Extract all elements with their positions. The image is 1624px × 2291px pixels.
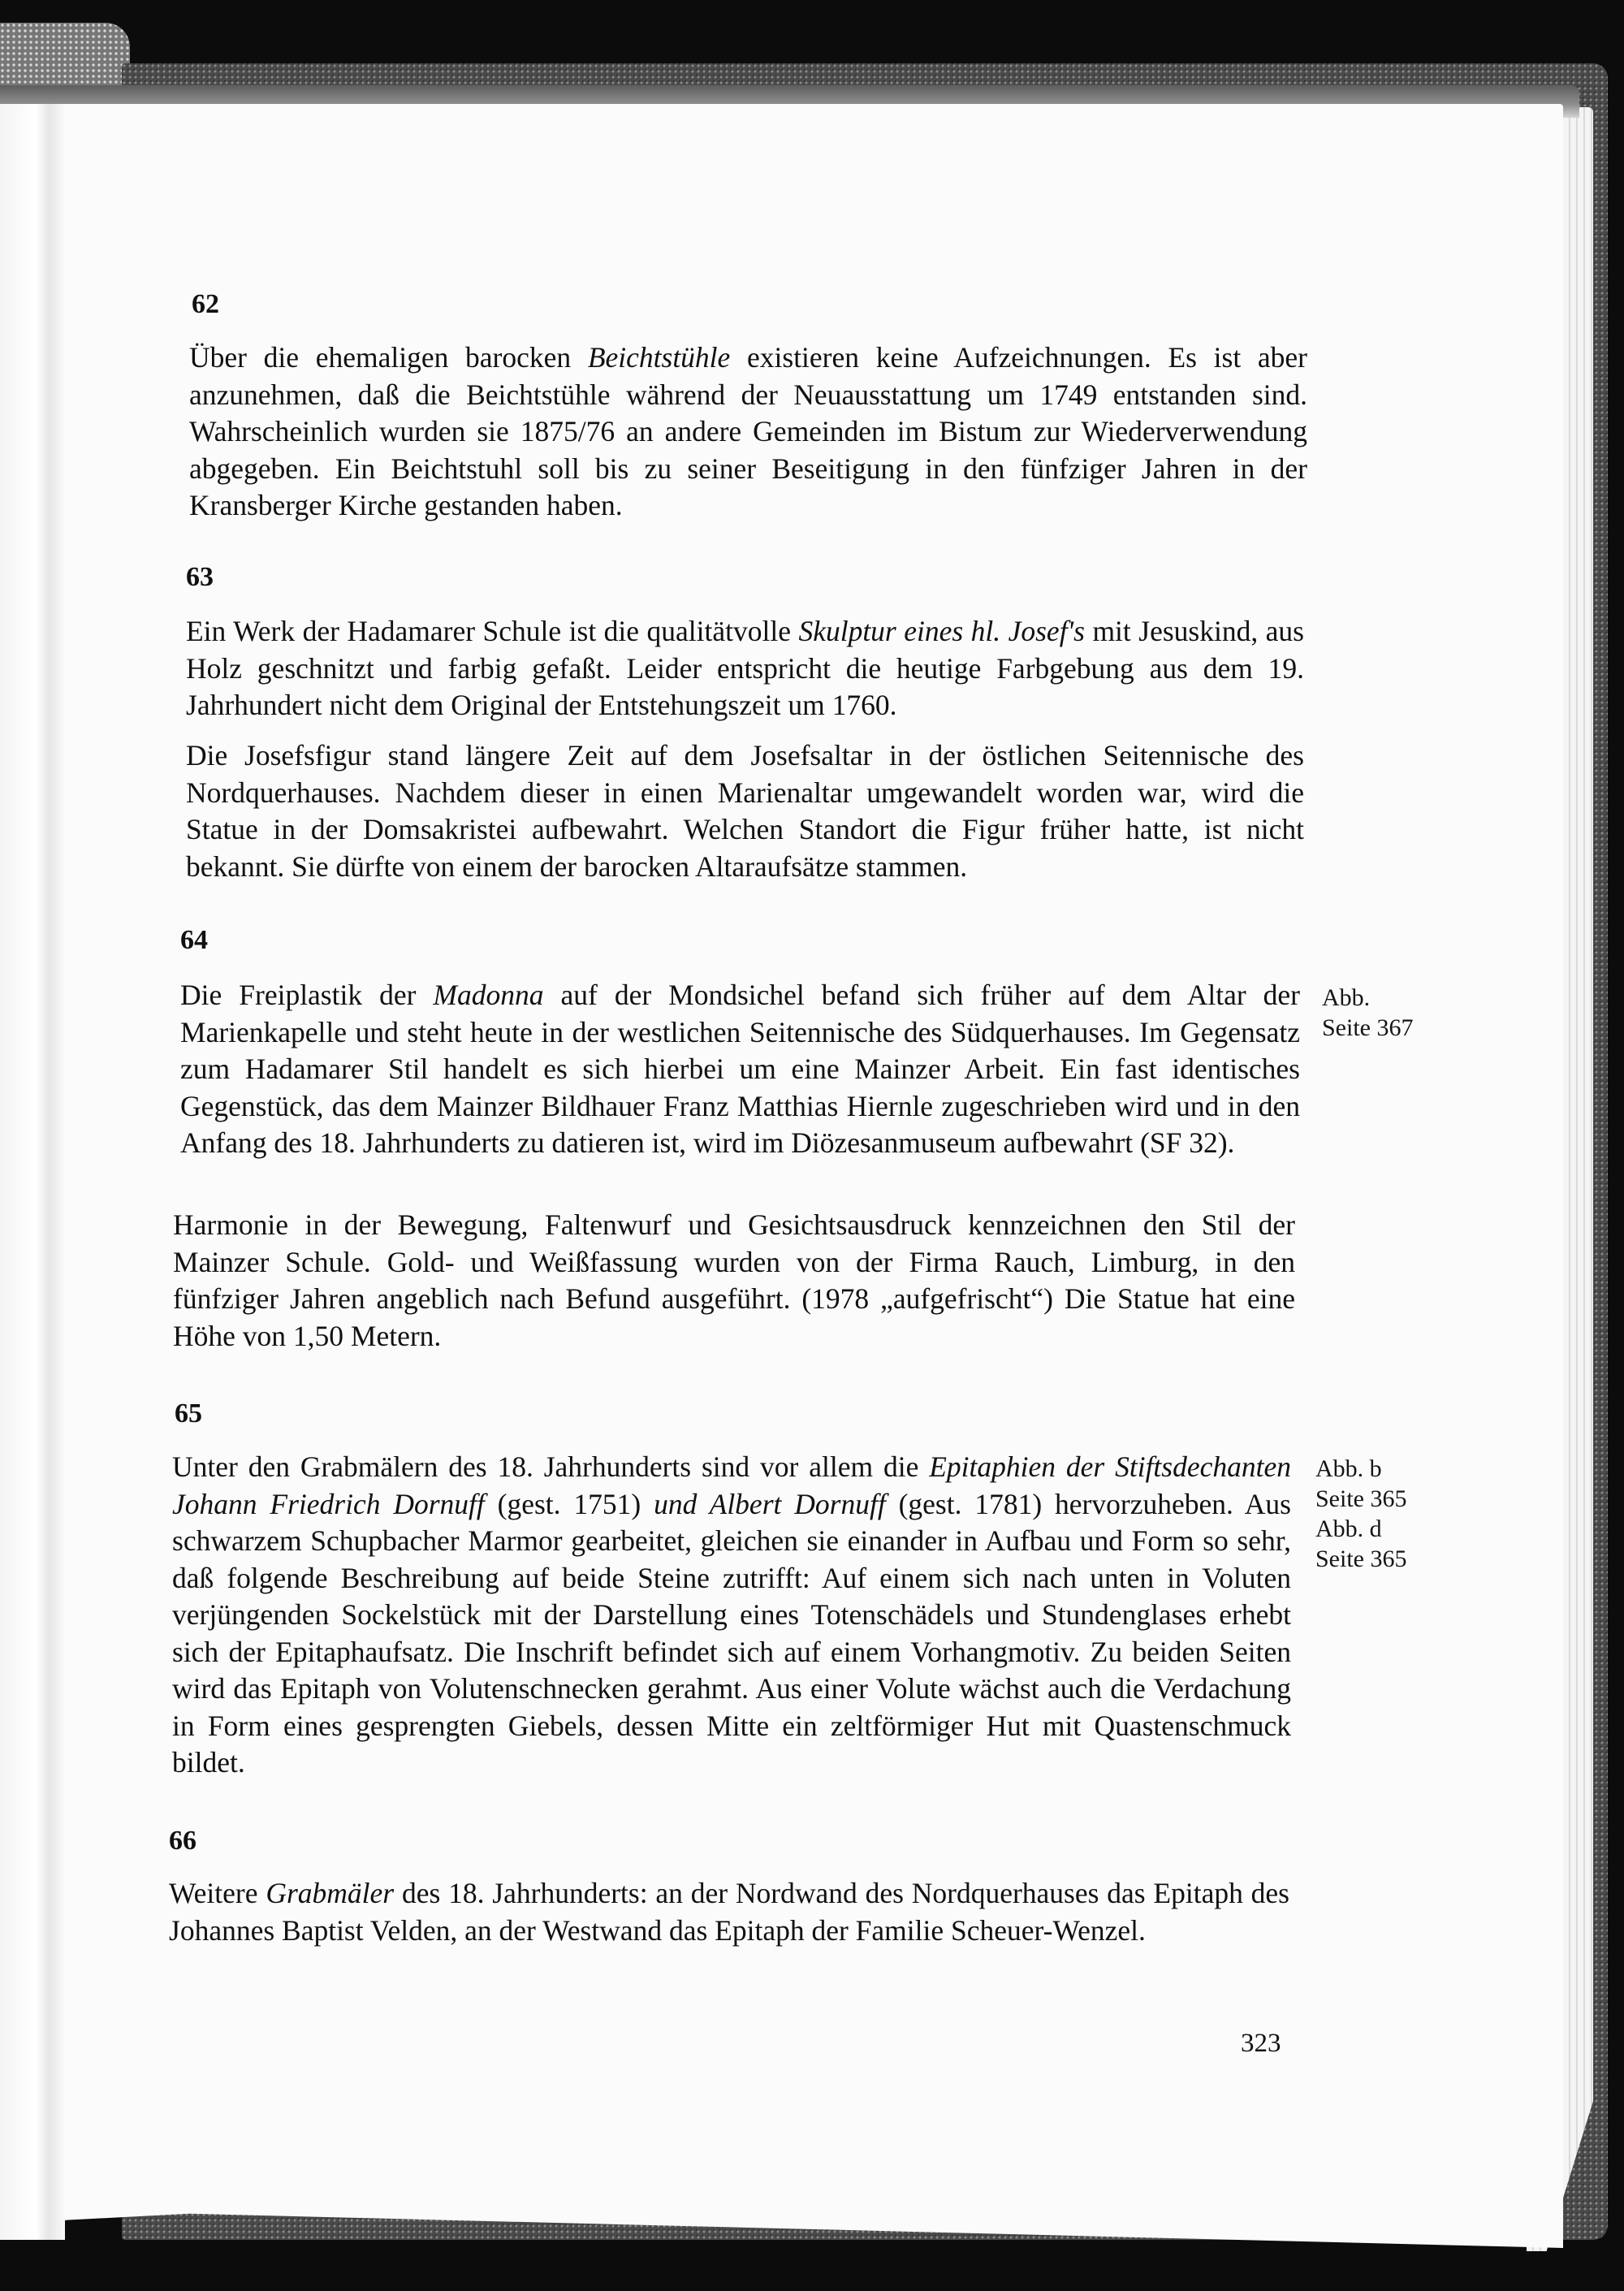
margin-note-line: Abb. xyxy=(1322,984,1371,1011)
emphasized-text: Skulptur eines hl. Josef's xyxy=(798,615,1085,647)
margin-note-line: Seite 367 xyxy=(1322,1014,1414,1041)
margin-note-line: Seite 365 xyxy=(1315,1545,1407,1572)
body-text: Weitere xyxy=(169,1877,266,1909)
body-text: (gest. 1781) hervorzuheben. Aus schwarzem Schupbacher Marmor gearbeitet, gleichen sie einander in Aufbau und Form so sehr, daß folgende Beschreibung auf beide Steine zutrifft: Auf einem sich nach unten in Voluten verjüngenden Sockelstück mit der Darstellung eines Totenschädels und Stundenglases erhebt sich der Epitaphaufsatz. Die Inschrift befindet sich auf einem Vorhangmotiv. Zu beiden Seiten wird das Epitaph von Volutenschnecken gerahmt. Aus einer Volute wächst auch die Verdachung in Form eines gesprengten Giebels, dessen Mitte ein zeltförmiger Hut mit Quastenschmuck bildet. xyxy=(172,1487,1291,1779)
page-number: 323 xyxy=(1241,2029,1281,2058)
entry-paragraph xyxy=(189,339,1307,525)
entry-number: 63 xyxy=(186,562,214,592)
margin-note-line: Abb. d xyxy=(1315,1515,1382,1542)
emphasized-text: Grabmäler xyxy=(266,1877,395,1909)
entry-paragraph xyxy=(186,613,1304,724)
margin-note xyxy=(1322,983,1414,1043)
body-text: (gest. 1751) xyxy=(484,1487,654,1520)
body-text: mit Jesuskind, aus Holz geschnitzt und farbig gefaßt. Leider entspricht die heutige Farbgebung aus dem 19. Jahrhundert nicht dem Original der Entstehungszeit um 1760. xyxy=(186,615,1304,721)
body-text: Unter den Grabmälern des 18. Jahrhunderts sind vor allem die xyxy=(172,1450,930,1483)
body-text: existieren keine Aufzeichnungen. Es ist aber anzunehmen, daß die Beichtstühle während der Neuausstattung um 1749 entstanden sind. Wahrscheinlich wurden sie 1875/76 an andere Gemeinden im Bistum zur Wiederverwendung abgegeben. Ein Beichtstuhl soll bis zu seiner Beseitigung in den fünfziger Jahren in der Kransberger Kirche gestanden haben. xyxy=(189,341,1307,521)
body-text: Die Freiplastik der xyxy=(180,979,434,1011)
emphasized-text: Madonna xyxy=(433,979,544,1011)
body-text: Die Josefsfigur stand längere Zeit auf dem Josefsaltar in der östlichen Seitennische des Nordquerhauses. Nachdem dieser in einen Marienaltar umgewandelt worden war, wird die Statue in der Domsakristei aufbewahrt. Welchen Standort die Figur früher hatte, ist nicht bekannt. Sie dürfte von einem der barocken Altaraufsätze stammen. xyxy=(186,739,1304,883)
body-text: Über die ehemaligen barocken xyxy=(189,341,588,374)
entry-paragraph xyxy=(172,1449,1291,1782)
body-text: des 18. Jahrhunderts: an der Nordwand des Nordquerhauses das Epitaph des Johannes Baptist Velden, an der Westwand das Epitaph der Familie Scheuer-Wenzel. xyxy=(169,1877,1290,1947)
margin-note xyxy=(1315,1454,1407,1574)
entry-number: 64 xyxy=(180,925,208,955)
body-text: Ein Werk der Hadamarer Schule ist die qualitätvolle xyxy=(186,615,799,647)
entry-paragraph xyxy=(180,977,1300,1162)
entry-number: 66 xyxy=(169,1826,197,1856)
body-text: Harmonie in der Bewegung, Faltenwurf und Gesichtsausdruck kennzeichnen den Stil der Mainzer Schule. Gold- und Weißfassung wurden von der Firma Rauch, Limburg, in den fünfziger Jahren angeblich nach Befund ausgeführt. (1978 „aufgefrischt“) Die Statue hat eine Höhe von 1,50 Metern. xyxy=(173,1208,1295,1352)
emphasized-text: und Albert Dornuff xyxy=(654,1487,886,1520)
emphasized-text: Epitaphien der Stiftsdechanten Johann Friedrich Dornuff xyxy=(172,1450,1291,1520)
margin-note-line: Abb. b xyxy=(1315,1455,1382,1482)
entry-paragraph xyxy=(186,737,1304,885)
entry-number: 62 xyxy=(192,289,219,319)
body-text: auf der Mondsichel befand sich früher auf dem Altar der Marienkapelle und steht heute in der westlichen Seitennische des Südquerhauses. Im Gegensatz zum Hadamarer Stil handelt es sich hierbei um eine Mainzer Arbeit. Ein fast identisches Gegenstück, das dem Mainzer Bildhauer Franz Matthias Hiernle zugeschrieben wird und in den Anfang des 18. Jahrhunderts zu datieren ist, wird im Diözesanmuseum aufbewahrt (SF 32). xyxy=(180,979,1300,1159)
entry-paragraph xyxy=(169,1875,1289,1949)
emphasized-text: Beichtstühle xyxy=(587,341,731,374)
margin-note-line: Seite 365 xyxy=(1315,1485,1407,1512)
entry-number: 65 xyxy=(175,1398,202,1429)
entry-paragraph xyxy=(173,1207,1295,1355)
